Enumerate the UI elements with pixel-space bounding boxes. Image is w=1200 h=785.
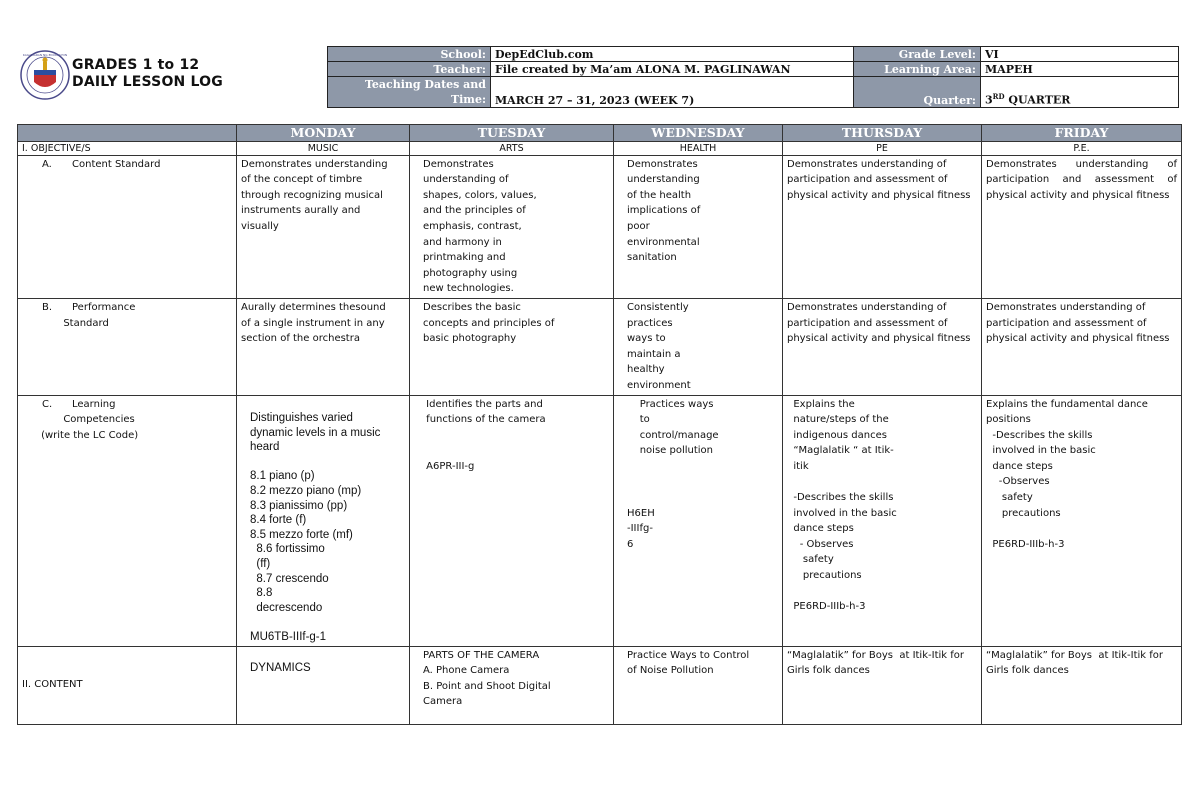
content-standard-row (18, 155, 1182, 298)
content-thursday: “Maglalatik” for Boys at Itik-Itik for Girls folk dances (783, 646, 982, 724)
form-title-line1: GRADES 1 to 12 (72, 57, 200, 73)
svg-text:KAGAWARAN NG EDUKASYON: KAGAWARAN NG EDUKASYON (22, 53, 68, 57)
content-standard-friday: Demonstrates understanding of participation and assessment of physical activity and physical fitness (982, 155, 1182, 298)
performance-standard-friday: Demonstrates understanding of participation and assessment of physical activity and physical fitness (982, 298, 1182, 395)
learning-competencies-row (18, 395, 1182, 646)
day-header-row (18, 125, 1182, 142)
subject-wednesday: HEALTH (614, 141, 783, 155)
performance-standard-letter: B. (42, 301, 53, 313)
content-row (18, 646, 1182, 724)
quarter-ordinal: RD (992, 92, 1005, 102)
performance-standard-wednesday: Consistently practices ways to maintain a healthy environment (614, 298, 783, 395)
quarter-number: 3 (985, 94, 993, 107)
content-tuesday: PARTS OF THE CAMERA A. Phone Camera B. Point and Shoot Digital Camera (410, 646, 614, 724)
day-tuesday: TUESDAY (410, 125, 614, 142)
performance-standard-label (18, 298, 237, 395)
learning-competencies-text: Learning Competencies (write the LC Code) (41, 398, 139, 441)
performance-standard-thursday: Demonstrates understanding of participation and assessment of physical activity and physical fitness (783, 298, 982, 395)
performance-standard-tuesday: Describes the basic concepts and principles of basic photography (410, 298, 614, 395)
learning-competencies-monday: Distinguishes varied dynamic levels in a music heard 8.1 piano (p) 8.2 mezzo piano (mp) 8.3 pianissimo (pp) 8.4 forte (f) 8.5 mezzo forte (mf) 8.6 fortissimo (ff) 8.7 crescendo 8.8 decrescendo MU6TB-IIIf-g-1 (237, 395, 410, 646)
objectives-label: I. OBJECTIVE/S (18, 141, 237, 155)
header-info-table (327, 46, 1179, 108)
content-standard-letter: A. (42, 158, 52, 170)
subject-tuesday: ARTS (410, 141, 614, 155)
learning-area-value: MAPEH (981, 62, 1179, 77)
grade-level-label: Grade Level: (854, 47, 981, 62)
teaching-dates-value: MARCH 27 – 31, 2023 (WEEK 7) (491, 77, 854, 108)
learning-area-label: Learning Area: (854, 62, 981, 77)
performance-standard-monday: Aurally determines thesound of a single instrument in any section of the orchestra (237, 298, 410, 395)
teaching-dates-label-line2: Time: (450, 93, 486, 106)
content-monday: DYNAMICS (237, 646, 410, 724)
content-friday: “Maglalatik” for Boys at Itik-Itik for Girls folk dances (982, 646, 1182, 724)
school-label: School: (328, 47, 491, 62)
performance-standard-row (18, 298, 1182, 395)
learning-competencies-label (18, 395, 237, 646)
content-standard-monday: Demonstrates understanding of the concept of timbre through recognizing musical instruments aurally and visually (237, 155, 410, 298)
performance-standard-text: Performance Standard (63, 301, 136, 329)
subject-monday: MUSIC (237, 141, 410, 155)
subject-row (18, 141, 1182, 155)
teacher-value: File created by Ma’am ALONA M. PAGLINAWAN (491, 62, 854, 77)
teacher-label: Teacher: (328, 62, 491, 77)
quarter-value (981, 77, 1179, 108)
content-standard-thursday: Demonstrates understanding of participation and assessment of physical activity and physical fitness (783, 155, 982, 298)
learning-competencies-letter: C. (42, 398, 53, 410)
content-wednesday: Practice Ways to Control of Noise Pollution (614, 646, 783, 724)
day-header-blank (18, 125, 237, 142)
learning-competencies-friday: Explains the fundamental dance positions -Describes the skills involved in the basic dance steps -Observes safety precautions PE6RD-IIIb-h-3 (982, 395, 1182, 646)
grade-level-value: VI (981, 47, 1179, 62)
learning-competencies-wednesday: Practices ways to control/manage noise pollution H6EH -IIIfg- 6 (614, 395, 783, 646)
teaching-dates-label (328, 77, 491, 108)
content-standard-label (18, 155, 237, 298)
content-standard-wednesday: Demonstrates understanding of the health implications of poor environmental sanitation (614, 155, 783, 298)
content-standard-tuesday: Demonstrates understanding of shapes, colors, values, and the principles of emphasis, contrast, and harmony in printmaking and photography using new technologies. (410, 155, 614, 298)
day-friday: FRIDAY (982, 125, 1182, 142)
deped-seal-logo (20, 48, 70, 106)
day-wednesday: WEDNESDAY (614, 125, 783, 142)
content-standard-text: Content Standard (72, 158, 161, 170)
subject-friday: P.E. (982, 141, 1182, 155)
learning-competencies-tuesday: Identifies the parts and functions of the camera A6PR-III-g (410, 395, 614, 646)
day-monday: MONDAY (237, 125, 410, 142)
form-title-line2: DAILY LESSON LOG (72, 74, 223, 90)
quarter-text: QUARTER (1004, 94, 1071, 107)
teaching-dates-label-line1: Teaching Dates and (364, 78, 486, 91)
day-thursday: THURSDAY (783, 125, 982, 142)
school-value: DepEdClub.com (491, 47, 854, 62)
lesson-log-table (17, 124, 1182, 725)
learning-competencies-thursday: Explains the nature/steps of the indigenous dances “Maglalatik “ at Itik- itik -Describes the skills involved in the basic dance steps - Observes safety precautions PE6RD-IIIb-h-3 (783, 395, 982, 646)
quarter-label: Quarter: (854, 77, 981, 108)
content-label: II. CONTENT (18, 646, 237, 724)
subject-thursday: PE (783, 141, 982, 155)
